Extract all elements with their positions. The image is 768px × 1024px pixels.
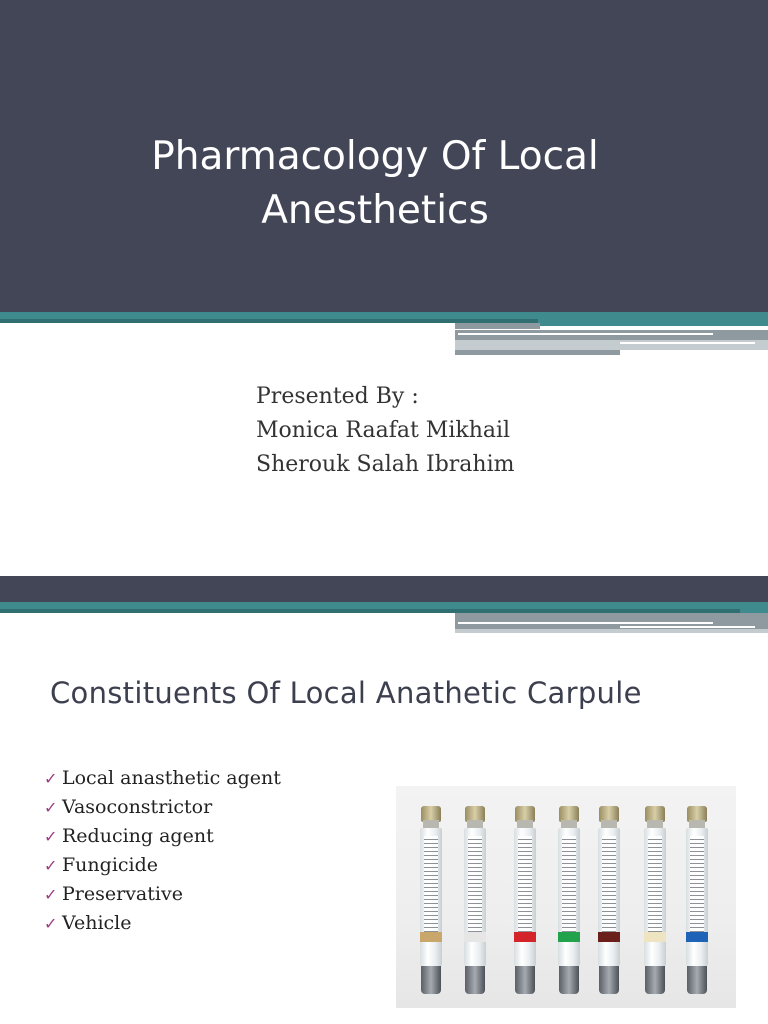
decor-stripe [455,629,768,633]
carpule-vial [512,806,538,996]
presenter-name: Monica Raafat Mikhail [256,418,511,443]
carpule-vial [684,806,710,996]
carpule-vial [418,806,444,996]
decor-stripe [0,602,748,609]
slide-title-line1: Pharmacology Of Local [151,134,599,179]
checkmark-icon: ✓ [44,914,58,933]
list-item-label: Fungicide [62,854,159,876]
slide-title-line2: Anesthetics [261,188,489,233]
carpule-vial [596,806,622,996]
decor-stripe [455,323,540,329]
carpule-vial [462,806,488,996]
content-header-band [0,576,768,602]
checkmark-icon: ✓ [44,885,58,904]
constituents-list [44,764,281,938]
decor-stripe [455,350,620,355]
carpules-photo [396,786,736,1008]
list-item-label: Preservative [62,883,183,905]
content-slide-title: Constituents Of Local Anathetic Carpule [50,676,642,710]
list-item-label: Local anasthetic agent [62,767,281,789]
decor-line [620,342,755,344]
list-item [44,793,281,822]
list-item [44,851,281,880]
list-item-label: Vasoconstrictor [62,796,213,818]
content-slide [0,576,768,1024]
list-item [44,909,281,938]
decor-line [458,622,713,624]
carpule-vial [556,806,582,996]
decor-stripe [538,312,768,326]
slide-title [60,130,690,238]
checkmark-icon: ✓ [44,827,58,846]
decor-line [620,626,755,628]
list-item [44,880,281,909]
decor-line [458,333,713,335]
checkmark-icon: ✓ [44,769,58,788]
list-item-label: Vehicle [62,912,132,934]
presenter-name: Sherouk Salah Ibrahim [256,452,515,477]
list-item-label: Reducing agent [62,825,214,847]
decor-stripe [455,330,768,340]
presented-by-label: Presented By : [256,384,419,409]
carpule-vial [642,806,668,996]
checkmark-icon: ✓ [44,798,58,817]
decor-stripe [0,312,540,319]
presenters-block [256,380,515,482]
checkmark-icon: ✓ [44,856,58,875]
list-item [44,822,281,851]
list-item [44,764,281,793]
